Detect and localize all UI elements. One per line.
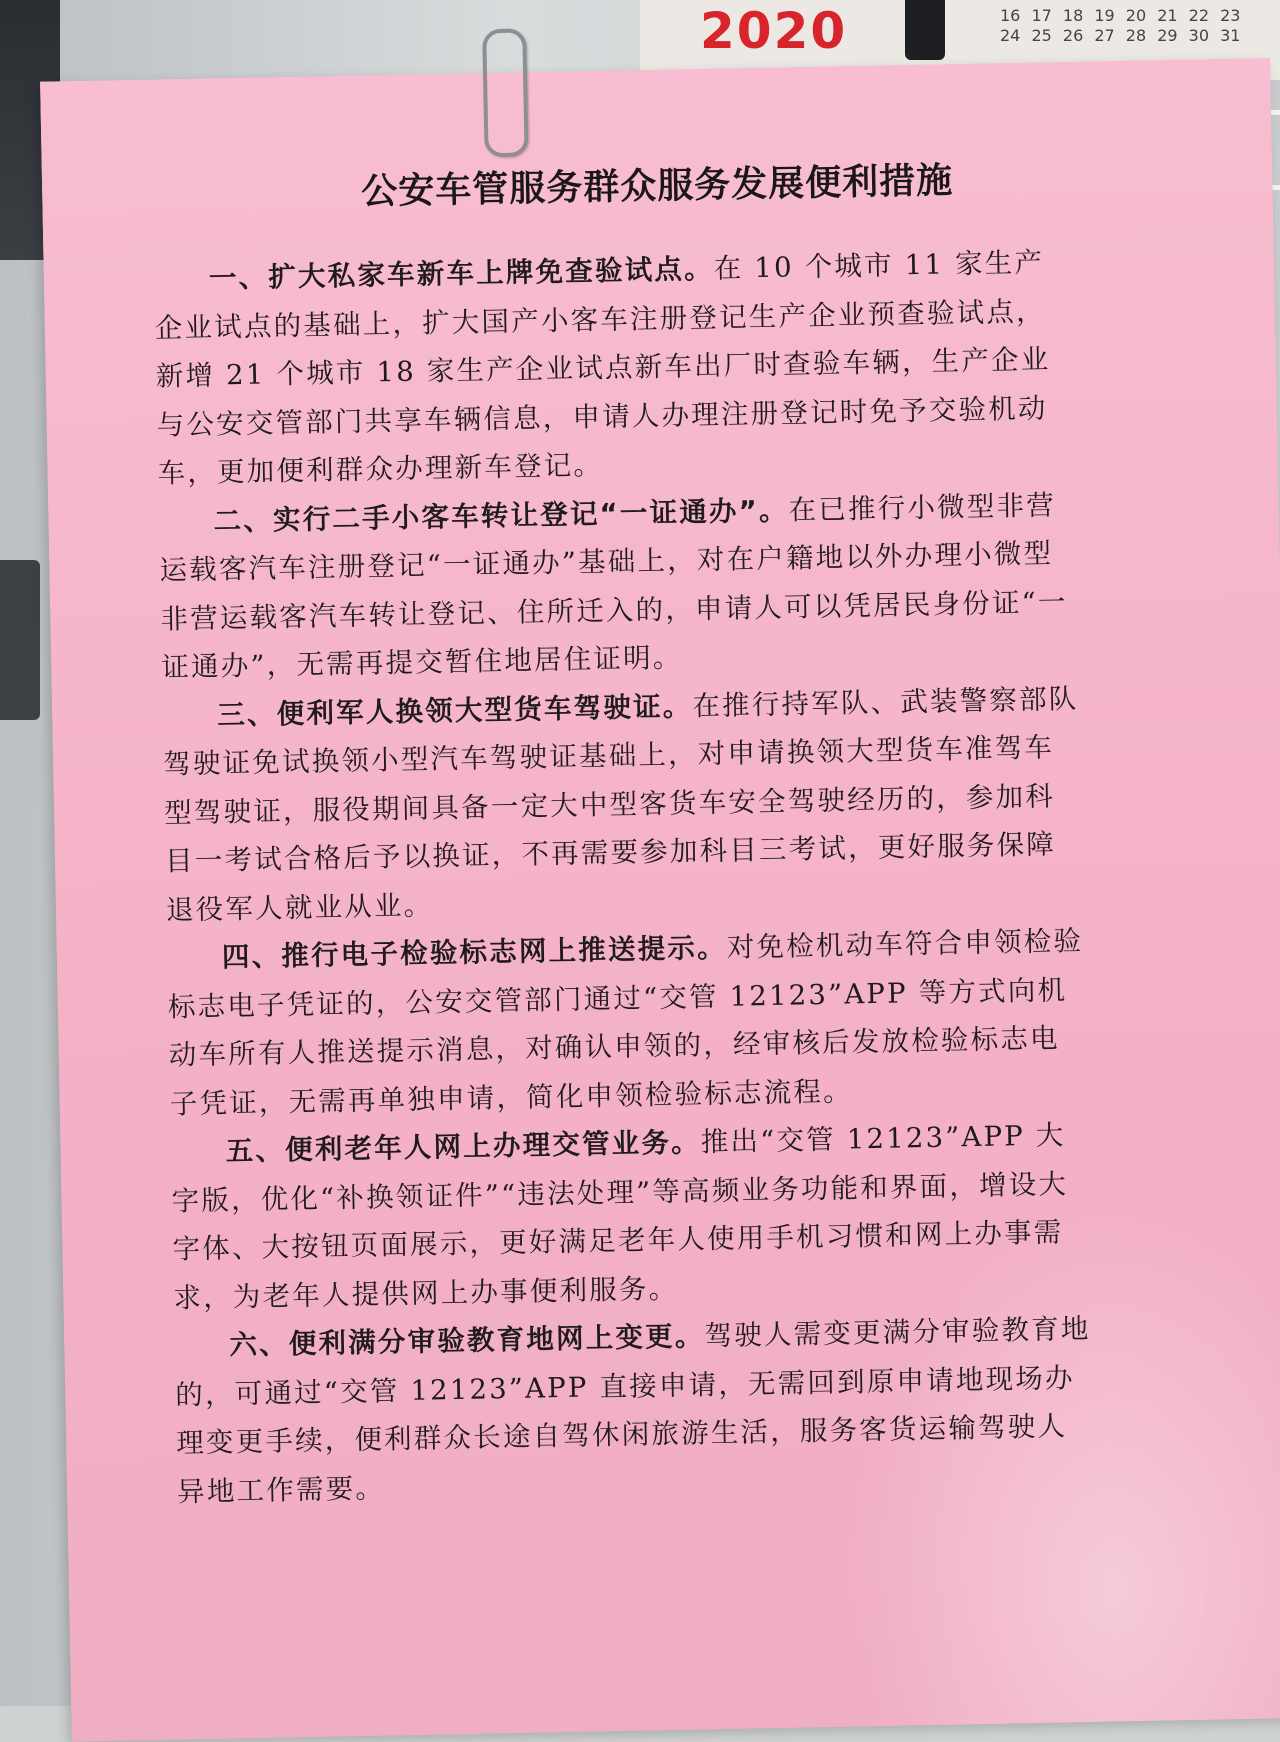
measure-text-6: 驾驶人需变更满分审验教育地的，可通过“交管 12123”APP 直接申请，无需回到原申请地现场办理变更手续，便利群众长途自驾休闲旅游生活，服务客货运输驾驶人异地工作需要。 xyxy=(175,1312,1091,1508)
measure-paragraph-1 xyxy=(153,238,1077,498)
measure-paragraph-6 xyxy=(174,1305,1098,1517)
marker-pen xyxy=(905,0,945,60)
measure-heading-1: 一、扩大私家车新车上牌免查验试点。 xyxy=(208,252,715,295)
measure-heading-4: 四、推行电子检验标志网上推送提示。 xyxy=(221,931,728,974)
document-body xyxy=(153,238,1097,1516)
measure-heading-2: 二、实行二手小客车转让登记“一证通办”。 xyxy=(213,494,789,538)
measure-heading-3: 三、便利军人换领大型货车驾驶证。 xyxy=(216,689,693,732)
measure-heading-6: 六、便利满分审验教育地网上变更。 xyxy=(229,1320,705,1362)
calendar-year: 2020 xyxy=(700,2,848,60)
measure-text-5: 推出“交管 12123”APP 大字版，优化“补换领证件”“违法处理”等高频业务功能和界面，增设大字体、大按钮页面展示，更好满足老年人使用手机习惯和网上办事需求，为老年人提供网上办事便利服务。 xyxy=(171,1119,1069,1314)
measure-paragraph-4 xyxy=(167,917,1091,1129)
paperclip-icon xyxy=(482,28,528,157)
measure-text-4: 对免检机动车符合申领检验标志电子凭证的，公安交管部门通过“交管 12123”APP 等方式向机动车所有人推送提示消息，对确认申领的，经审核后发放检验标志电子凭证，无需再单独申请，简化申领检验标志流程。 xyxy=(167,924,1084,1121)
measure-text-2: 在已推行小微型非营运载客汽车注册登记“一证通办”基础上，对在户籍地以外办理小微型非营运载客汽车转让登记、住所迁入的，申请人可以凭居民身份证“一证通办”，无需再提交暂住地居住证明。 xyxy=(159,488,1068,684)
measure-paragraph-5 xyxy=(170,1111,1094,1323)
measure-heading-5: 五、便利老年人网上办理交管业务。 xyxy=(225,1126,702,1168)
document-title: 公安车管服务群众服务发展便利措施 xyxy=(360,160,954,213)
measure-text-1: 在 10 个城市 11 家生产企业试点的基础上，扩大国产小客车注册登记生产企业预查验试点，新增 21 个城市 18 家生产企业试点新车出厂时查验车辆，生产企业与公安交管部门共享车辆信息，申请人办理注册登记时免予交验机动车，更加便利群众办理新车登记。 xyxy=(154,246,1051,490)
measure-paragraph-3 xyxy=(162,674,1086,934)
pink-document-sheet xyxy=(40,58,1280,1741)
measure-text-3: 在推行持军队、武装警察部队驾驶证免试换领小型汽车驾驶证基础上，对申请换领大型货车准驾车型驾驶证，服役期间具备一定大中型客货车安全驾驶经历的，参加科目一考试合格后予以换证，不再需要参加科目三考试，更好服务保障退役军人就业从业。 xyxy=(162,682,1079,927)
measure-paragraph-2 xyxy=(158,480,1082,692)
keyboard-edge xyxy=(0,560,40,720)
calendar-days: 16 17 18 19 20 21 22 23 24 25 26 27 28 29 30 31 xyxy=(1000,6,1241,45)
